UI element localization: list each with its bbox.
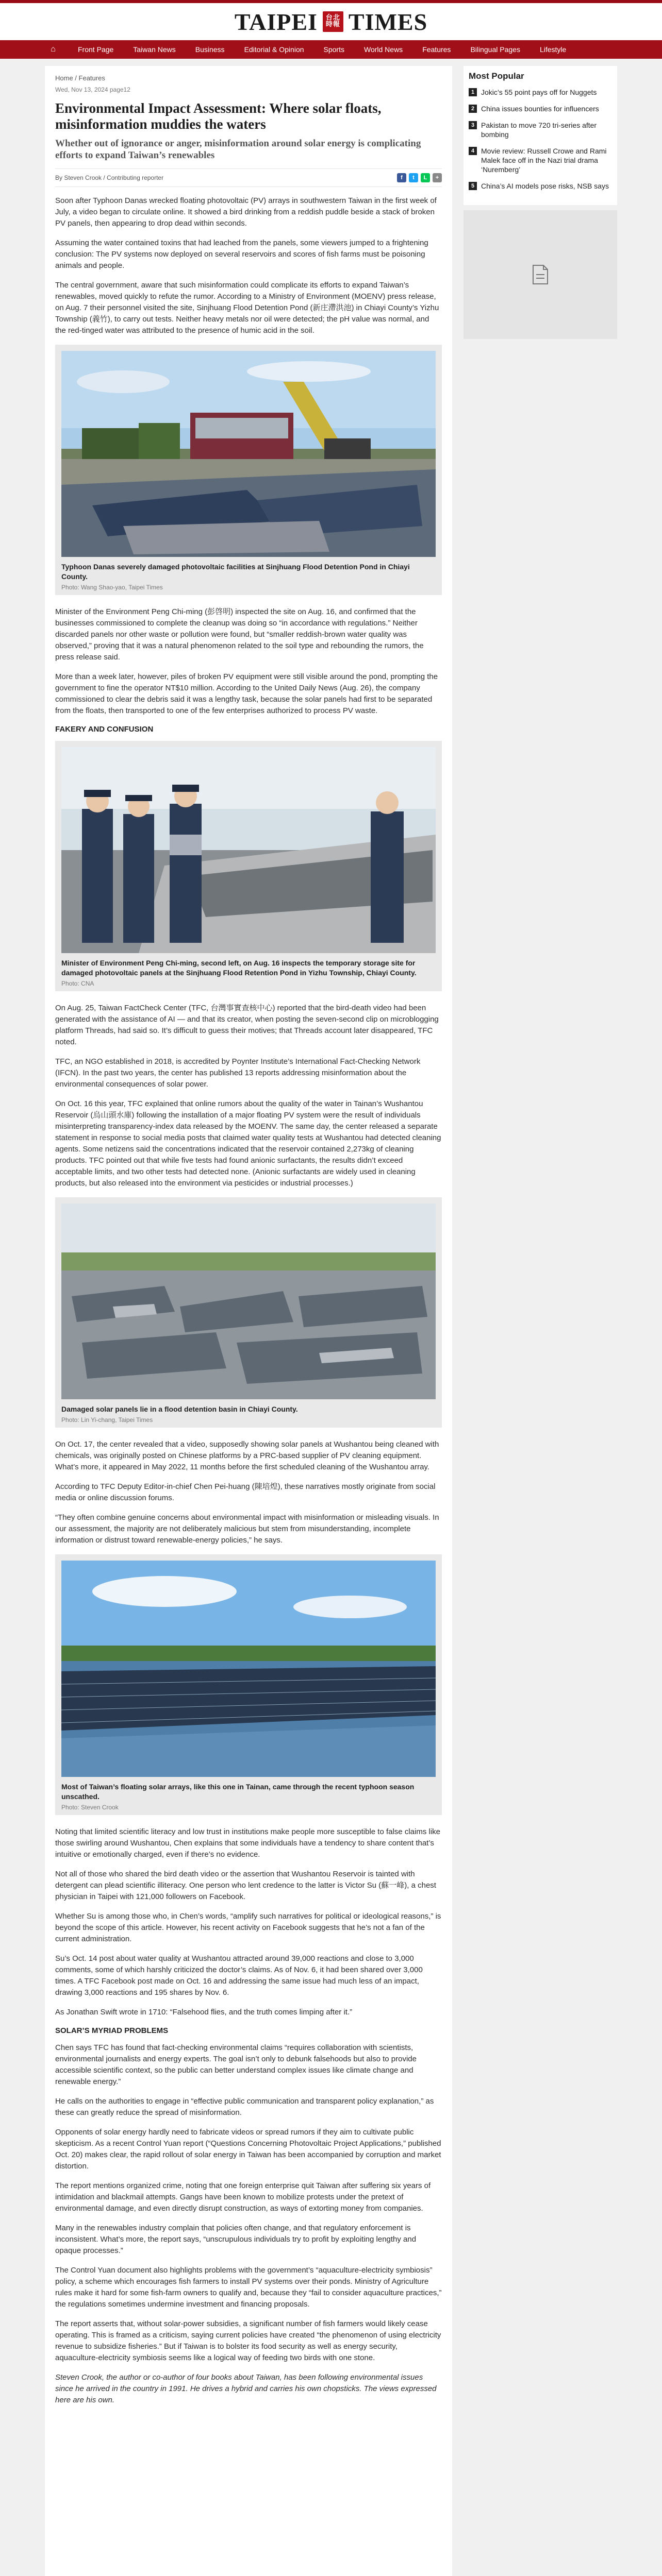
popular-item[interactable]: [469, 181, 612, 191]
paragraph: The central government, aware that such misinformation could complicate its efforts to expand Taiwan’s renewables, moved quickly to refute the rumor. According to a Ministry of Environment (MOENV) press release, on Aug. 7 their personnel visited the site, Sinjhuang Flood Detention Pond (新庄滯洪池) in Chiayi County’s Yizhu Township (義竹), to carry out tests. Neither heavy metals nor oil were detected; the pH value was normal, and the red-tinged water was attributed to the presence of humic acid in the soil.: [55, 281, 439, 335]
paragraph: The report asserts that, without solar-power subsidies, a significant number of fish farmers would likely cease operating. This is framed as a criticism, saying current policies have created “the phenomenon of using electricity revenue to subsidize fisheries.” But if Taiwan is to bolster its food security as well as energy security, aquaculture-electricity symbiosis seems like a logical way of feeding two birds with one stone.: [55, 2319, 441, 2362]
byline-row: [55, 168, 442, 187]
breadcrumb-features[interactable]: Features: [78, 74, 105, 82]
site-logo[interactable]: [235, 8, 427, 36]
paragraph: On Aug. 25, Taiwan FactCheck Center (TFC, 台灣事實查核中心) reported that the bird-death video had been generated with the assistance of AI — and that its creator, when posting the seven-second clip on microblogging platform Threads, had said so. It’s difficult to guess their motives; that Threads account later disappeared, TFC noted.: [55, 1004, 439, 1046]
paragraph: The Control Yuan document also highlights problems with the government’s “aquaculture-electricity symbiosis” policy, a scheme which encourages fish farmers to install PV systems over their ponds. Ministry of Agriculture rules make it hard for some fish-farm owners to qualify and, because they “fail to consider aquaculture practices,” the regulations sometimes undermine investment and financing proposals.: [55, 2266, 442, 2309]
paragraph: Opponents of solar energy hardly need to fabricate videos or spread rumors if they aim to cultivate public skepticism. As a recent Control Yuan report (“Questions Concerning Photovoltaic Project Applications,” published Oct. 20) makes clear, the rapid rollout of solar energy in Taiwan has been accompanied by corruption and market distortion.: [55, 2128, 441, 2171]
byline: By Steven Crook / Contributing reporter: [55, 174, 164, 181]
figure-caption: Typhoon Danas severely damaged photovoltaic facilities at Sinjhuang Flood Detention Pond in Chiayi County.: [61, 563, 410, 581]
publish-date: Wed, Nov 13, 2024 page12: [55, 86, 130, 93]
ad-placeholder[interactable]: [464, 210, 617, 339]
sidebar: [464, 66, 617, 2576]
popular-rank: 1: [469, 88, 477, 96]
logo-word-right: TIMES: [348, 8, 428, 35]
nav-editorial[interactable]: Editorial & Opinion: [244, 45, 304, 54]
document-icon: [532, 264, 549, 285]
figure-caption: Minister of Environment Peng Chi-ming, second left, on Aug. 16 inspects the temporary storage site for damaged photovoltaic panels at the Sinjhuang Flood Retention Pond in Yizhu Township, Chiayi County.: [61, 959, 417, 977]
popular-item-title[interactable]: China’s AI models pose risks, NSB says: [481, 182, 609, 190]
nav-lifestyle[interactable]: Lifestyle: [539, 45, 567, 54]
paragraph: Many in the renewables industry complain that policies often change, and that regulatory enforcement is inconsistent. What’s more, the report says, “unscrupulous individuals try to profit by exploiting lengthy and opaque processes.”: [55, 2224, 417, 2255]
figure-floating-array: [55, 1554, 442, 1815]
paragraph: Not all of those who shared the bird death video or the assertion that Wushantou Reservoir is tainted with detergent can plead scientific illiteracy. One person who lent credence to the latter is Victor Su (蘇一峰), a chest physician in Taipei with 121,000 followers on Facebook.: [55, 1870, 436, 1901]
popular-item-title[interactable]: Jokic’s 55 point pays off for Nuggets: [481, 88, 597, 96]
author-note: Steven Crook, the author or co-author of four books about Taiwan, has been following environmental issues since he arrived in the country in 1991. He drives a hybrid and carries his own chopsticks. The views expressed here are his own.: [55, 2373, 437, 2404]
nav-sports[interactable]: Sports: [323, 45, 344, 54]
nav-taiwan-news[interactable]: Taiwan News: [133, 45, 176, 54]
figure-caption: Damaged solar panels lie in a flood detention basin in Chiayi County.: [61, 1405, 298, 1413]
popular-item[interactable]: [469, 88, 612, 97]
breadcrumb: [55, 74, 442, 82]
line-share-icon[interactable]: L: [421, 173, 430, 182]
logo-word-left: TAIPEI: [234, 8, 318, 35]
photo-minister-inspection[interactable]: [61, 747, 436, 953]
paragraph: Noting that limited scientific literacy and low trust in institutions make people more susceptible to false claims like those swirling around Wushantou, Chen explains that some individuals have a tendency to share content that’s intuitive or emotionally charged, even if there’s no evidence.: [55, 1827, 440, 1859]
photo-credit: Photo: CNA: [61, 980, 94, 987]
breadcrumb-separator: /: [73, 74, 79, 82]
paragraph: Assuming the water contained toxins that had leached from the panels, some viewers jumped to a frightening conclusion: The PV systems now deployed on several reservoirs and scores of fish farms must be poisoning animals and people.: [55, 239, 428, 270]
most-popular: [464, 66, 617, 205]
page-body: [45, 59, 617, 2576]
popular-rank: 4: [469, 147, 477, 155]
popular-rank: 5: [469, 182, 477, 190]
figure-minister-inspection: [55, 741, 442, 991]
paragraph: He calls on the authorities to engage in “effective public communication and transparent policy explanation,” as these can greatly reduce the spread of misinformation.: [55, 2097, 434, 2117]
photo-credit: Photo: Lin Yi-chang, Taipei Times: [61, 1416, 153, 1423]
facebook-share-icon[interactable]: f: [397, 173, 406, 182]
photo-credit: Photo: Steven Crook: [61, 1804, 119, 1811]
article-subtitle: Whether out of ignorance or anger, misinformation around solar energy is complicating efforts to expand Taiwan’s renewables: [55, 138, 421, 161]
popular-item[interactable]: [469, 104, 612, 113]
paragraph: More than a week later, however, piles of broken PV equipment were still visible around the pond, prompting the government to fine the operator NT$10 million. According to the United Daily News (Aug. 26), the company commissioned to clear the debris said it was a lengthy task, because the solar panels had first to be separated from the floats, then transported to one of the few enterprises authorized to process PV waste.: [55, 672, 438, 715]
paragraph: As Jonathan Swift wrote in 1710: “Falsehood flies, and the truth comes limping after it.”: [55, 2008, 353, 2016]
paragraph: “They often combine genuine concerns about environmental impact with misinformation or misleading visuals. In our assessment, the majority are not deliberately malicious but stem from misunderstanding, incomplete information or distrust toward renewable-energy policies,” he says.: [55, 1513, 439, 1545]
nav-front-page[interactable]: Front Page: [78, 45, 114, 54]
paragraph: According to TFC Deputy Editor-in-chief Chen Pei-huang (陳培煌), these narratives mostly originate from social media or online discussion forums.: [55, 1482, 436, 1502]
section-heading: SOLAR’S MYRIAD PROBLEMS: [55, 2026, 169, 2035]
section-heading: FAKERY AND CONFUSION: [55, 725, 154, 734]
figure-caption: Most of Taiwan’s floating solar arrays, like this one in Tainan, came through the recent typhoon season unscathed.: [61, 1783, 415, 1801]
popular-item[interactable]: [469, 146, 612, 174]
more-share-icon[interactable]: +: [433, 173, 442, 182]
share-buttons: [397, 173, 442, 182]
popular-item-title[interactable]: Pakistan to move 720 tri-series after bombing: [481, 121, 597, 139]
photo-credit: Photo: Wang Shao-yao, Taipei Times: [61, 584, 163, 591]
nav-features[interactable]: Features: [422, 45, 451, 54]
popular-rank: 2: [469, 105, 477, 113]
paragraph: The report mentions organized crime, noting that one foreign enterprise quit Taiwan after suffering six years of intimidation and blackmail attempts. Gangs have been known to mobilize protests under the pretext of environmental damage, and even directly disrupt construction, as ways of extorting money from companies.: [55, 2181, 431, 2213]
home-icon[interactable]: ⌂: [51, 45, 56, 54]
twitter-share-icon[interactable]: t: [409, 173, 418, 182]
paragraph: On Oct. 16 this year, TFC explained that online rumors about the quality of the water in Tainan’s Wushantou Reservoir (烏山頭水庫) following the installation of a major floating PV system were the result of individuals misinterpreting transparency-index data released by the MOENV. The same day, the center released a separate statement in response to social media posts that claimed water quality tests at Wushantou had detected cleaning agents. Some netizens said the concentrations indicated that the reservoir contained 2,273kg of cleaning products. TFC pointed out that while five tests had found anionic surfactants, the results didn’t exceed acceptable limits, and two other tests had detected none. (Anionic surfactants are widely used in cleaning products, but also released into the environment via pesticides or industrial processes.): [55, 1099, 441, 1188]
photo-damaged-panels[interactable]: [61, 1204, 436, 1399]
paragraph: Minister of the Environment Peng Chi-ming (彭啓明) inspected the site on Aug. 16, and confirmed that the businesses commissioned to complete the cleanup was doing so “in accordance with regulations.” Neither discarded panels nor other waste or pollution were found, but “smaller reddish-brown water quality was observed,” proving that it was a natural phenomenon related to the soil type and rebounding the rumors, the press release said.: [55, 607, 424, 662]
site-header: [0, 3, 662, 40]
photo-floating-solar-array[interactable]: [61, 1561, 436, 1777]
main-navigation: [0, 40, 662, 59]
article: [45, 66, 452, 2576]
figure-typhoon-damage: [55, 345, 442, 595]
logo-seal: [323, 11, 343, 32]
logo-seal-top: 台北: [325, 13, 340, 21]
paragraph: Su’s Oct. 14 post about water quality at Wushantou attracted around 39,000 reactions and close to 3,000 comments, some of which harshly criticized the doctor’s claims. As of Nov. 6, it had been shared over 3,000 times. A TFC Facebook post made on Oct. 16 and addressing the same issue had much less of an impact, drawing 3,000 reactions and 195 shares by Nov. 6.: [55, 1954, 423, 1997]
paragraph: Soon after Typhoon Danas wrecked floating photovoltaic (PV) arrays in southwestern Taiwan in the first week of July, a video began to circulate online. It showed a bird drinking from a reddish puddle beside a stack of broken PV panels, then appearing to drop dead within seconds.: [55, 196, 437, 228]
popular-rank: 3: [469, 121, 477, 129]
breadcrumb-home[interactable]: Home: [55, 74, 73, 82]
photo-damaged-pv-site[interactable]: [61, 351, 436, 557]
popular-item-title[interactable]: Movie review: Russell Crowe and Rami Malek face off in the Nazi trial drama ‘Nuremberg’: [481, 147, 607, 174]
paragraph: Whether Su is among those who, in Chen’s words, “amplify such narratives for political or ideological reasons,” is beyond the scope of this article. However, his recent activity on Facebook suggests that he’s not a fan of the current administration.: [55, 1912, 441, 1943]
figure-damaged-panels: [55, 1197, 442, 1428]
popular-item[interactable]: [469, 121, 612, 139]
paragraph: TFC, an NGO established in 2018, is accredited by Poynter Institute’s International Fact-Checking Network (IFCN). In the past two years, the center has published 13 reports addressing misinformation about the environmental consequences of solar power.: [55, 1057, 421, 1089]
popular-item-title[interactable]: China issues bounties for influencers: [481, 105, 599, 113]
most-popular-title: Most Popular: [469, 71, 524, 81]
nav-world-news[interactable]: World News: [363, 45, 403, 54]
paragraph: On Oct. 17, the center revealed that a video, supposedly showing solar panels at Wushantou being cleaned with chemicals, was originally posted on Chinese platforms by a PRC-based supplier of PV cleaning equipment. What’s more, it appeared in May 2022, 11 months before the first scheduled cleaning of the Wushantou array.: [55, 1440, 439, 1471]
nav-bilingual[interactable]: Bilingual Pages: [470, 45, 520, 54]
nav-business[interactable]: Business: [195, 45, 225, 54]
logo-seal-bottom: 時報: [325, 20, 340, 28]
article-title: Environmental Impact Assessment: Where solar floats, misinformation muddies the waters: [55, 100, 382, 132]
paragraph: Chen says TFC has found that fact-checking environmental claims “requires collaboration with scientists, environmental journalists and energy experts. The goal isn’t only to debunk falsehoods but also to provide accessible scientific context, so the public can better understand complex issues like climate change and renewable energy.”: [55, 2043, 417, 2086]
